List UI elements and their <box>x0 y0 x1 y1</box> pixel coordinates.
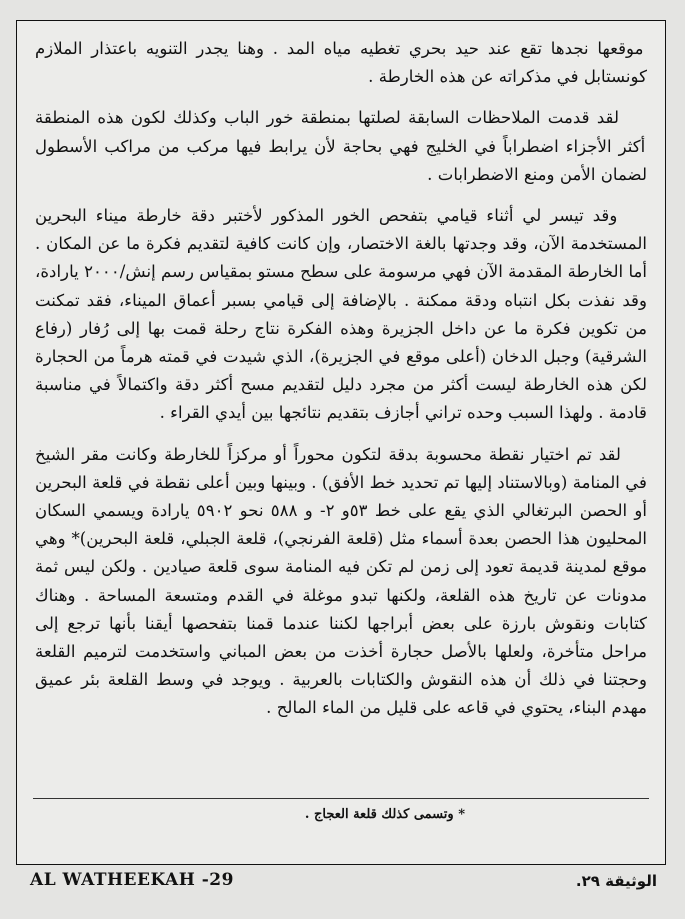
paragraph-4-line: قلعة البحرين)* وهي موقع لمدينة قديمة تعود إلى زمن لم تكن فيه المنامة سوى قلعة <box>35 529 647 577</box>
paragraph-2-line: أكثر الأجزاء اضطراباً في الخليج فهي بحاجة لأن يرابط فيها مركب من مراكب الأسطول <box>35 136 646 156</box>
paragraph-3-line: تمكنت من تكوين فكرة ما عن داخل الجزيرة وهذه الفكرة نتاج رحلة قمت بها إلى رُفار <box>35 290 647 338</box>
paragraph-4 <box>35 441 647 723</box>
paragraph-3-line: المستخدمة الآن، وقد وجدتها بالغة الاختصار، وإن كانت كافية لتقديم فكرة ما عن <box>91 234 648 254</box>
page-frame <box>16 20 666 865</box>
paragraph-1-line: موقعها نجدها تقع عند حيد بحري تغطيه مياه المد . وهنا يجدر التنويه باعتذار الملازم <box>35 39 644 58</box>
paragraph-2-line: لضمان الأمن ومنع الاضطرابات . <box>427 164 647 184</box>
paragraph-3-line: مناسبة قادمة . ولهذا السبب وحده تراني أجازف بتقديم نتائجها بين أيدي القراء . <box>35 375 647 423</box>
paragraph-3 <box>35 202 647 428</box>
paragraph-2 <box>35 104 647 189</box>
paragraph-3-line: يارادة، وقد نفذت بكل انتباه ودقة ممكنة . بالإضافة إلى قيامي بسبر أعماق الميناء، فقد <box>35 262 647 310</box>
paragraph-4-line: ومتسعة المساحة . وهناك كتابات ونقوش بارزة على بعض أبراجها لكننا عندما قمنا <box>35 585 648 633</box>
footer-journal-title-arabic: الوثيقة ٢٩. <box>575 872 657 890</box>
paragraph-4-line: صيادين . ولكن ليس ثمة مدونات عن تاريخ هذه القلعة، ولكنها تبدو موغلة في القدم <box>35 557 647 605</box>
paragraph-1-line: كونستابل في مذكراته عن هذه الخارطة . <box>368 67 647 87</box>
footer-journal-title: AL WATHEEKAH -29 <box>30 870 234 890</box>
footnote: * وتسمى كذلك قلعة العجاج . <box>304 807 465 822</box>
paragraph-4-line: لقد تم اختيار نقطة محسوبة بدقة لتكون محوراً أو مركزاً للخارطة وكانت مقر <box>75 444 621 464</box>
paragraph-4-line: ويوجد في وسط القلعة بئر عميق مهدم البناء، يحتوي في قاعه على قليل من الماء المالح . <box>35 670 647 718</box>
paragraph-4-line: ويسمي السكان المحليون هذا الحصن بعدة أسماء مثل (قلعة الفرنجي)، قلعة الجبلي، <box>35 501 647 549</box>
footnote-divider <box>33 798 649 799</box>
paragraph-3-line: وقد تيسر لي أثناء قيامي بتفحص الخور المذكور لأختبر دقة خارطة ميناء البحرين <box>35 206 618 226</box>
paragraph-3-line: الحجارة لكن هذه الخارطة ليست أكثر من مجرد دليل لتقديم مسح أكثر دقة واكتمالاً في <box>35 347 647 395</box>
paragraph-4-line: الشيخ في المنامة (وبالاستناد إليها تم تحديد خط الأفق) . وبينها وبين أعلى نقطة في <box>35 444 647 492</box>
paragraph-2-line: لقد قدمت الملاحظات السابقة لصلتها بمنطقة خور الباب وكذلك لكون هذه المنطقة <box>35 108 619 128</box>
paragraph-3-line: المكان . أما الخارطة المقدمة الآن فهي مرسومة على سطح مستو بمقياس رسم إنش/٢٠٠٠ <box>35 234 647 282</box>
paragraph-1 <box>35 35 647 91</box>
paragraph-4-line: قلعة البحرين أو الحصن البرتغالي الذي يقع على خط ٥٣و ٢- و ٥٨٨ نحو ٥٩٠٢ يارادة <box>35 472 647 521</box>
article-body <box>35 35 647 723</box>
paragraph-3-line: (رفاع الشرقية) وجبل الدخان (أعلى موقع في الجزيرة)، الذي شيدت في قمته هرماً من <box>35 318 647 367</box>
paragraph-4-line: بتفحصها أيقنا بأنها ترجع إلى مراحل متأخرة، ولعلها بالأصل حجارة أخذت من بعض <box>35 613 647 662</box>
paragraph-4-line: المباني واستخدمت لترميم القلعة وحجتنا في ذلك أن هذه النقوش والكتابات بالعربية . <box>35 642 647 690</box>
